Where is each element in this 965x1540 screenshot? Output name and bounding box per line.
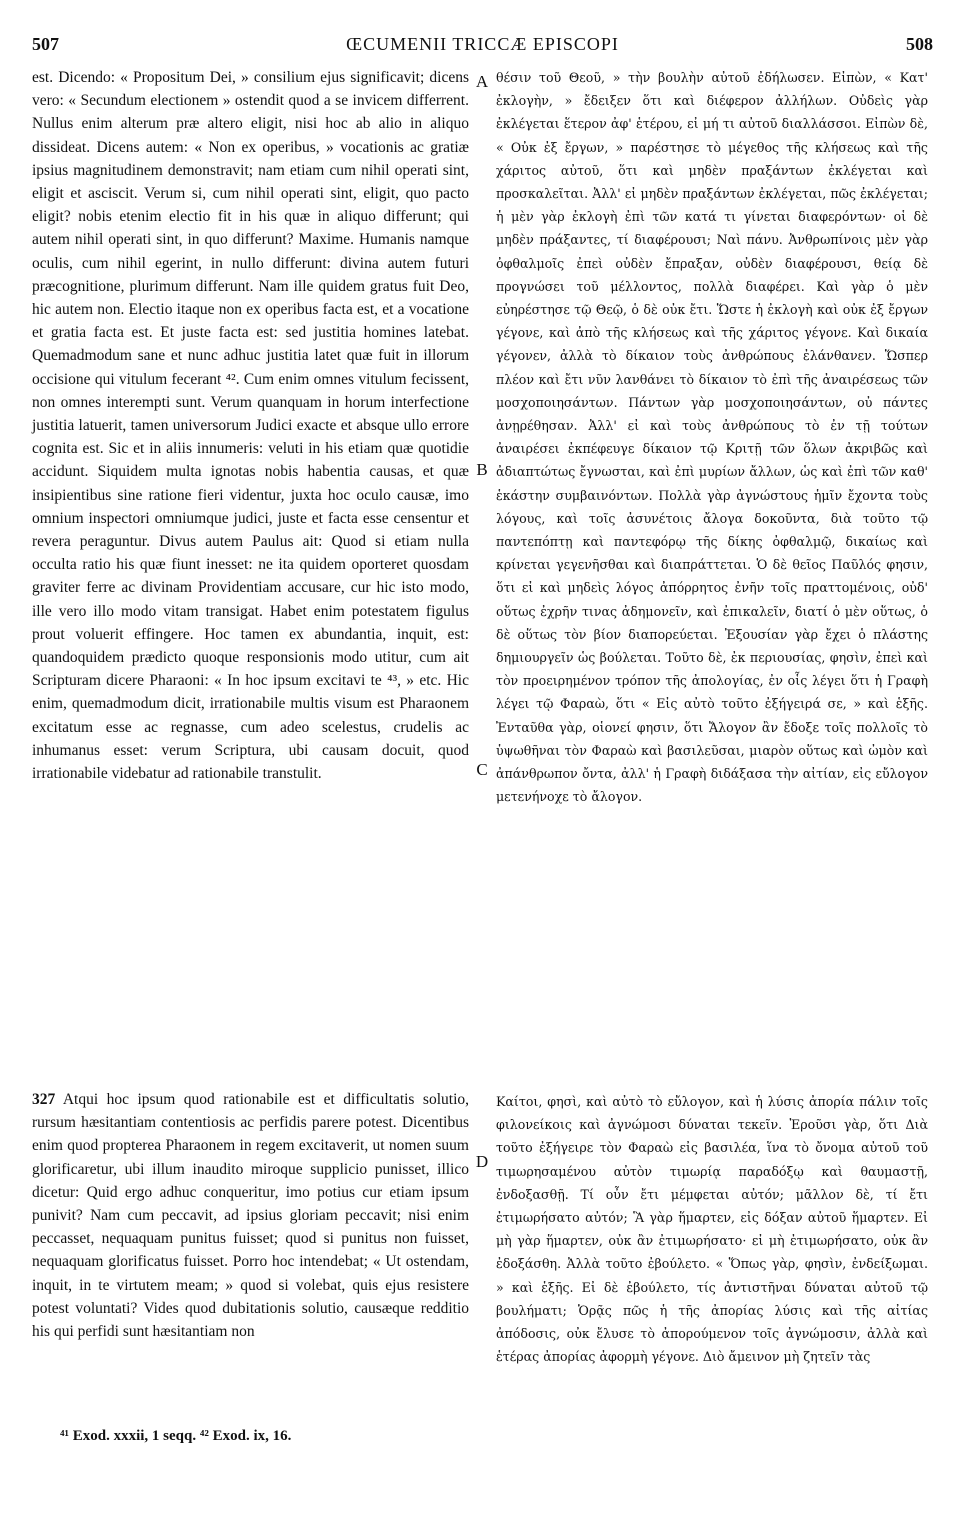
latin-column-bottom: [32, 1088, 469, 1408]
greek-column-bottom: Καίτοι, φησὶ, καὶ αὐτὸ τὸ εὔλογον, καὶ ἡ λύσις ἀπορία πάλιν τοῖς φιλονείκοις καὶ ἀγνώμοσι δύναται τεκεῖν. Ἐροῦσι γὰρ, ὅτι Διὰ τοῦτο ἐξήγειρε τὸν Φαραὼ εἰς βασιλέα, ἵνα τὸ ὄνομα αὐτοῦ τοῦ τιμωρησαμένου αὐτὸν τιμωρίᾳ παραδόξῳ καὶ θαυμαστῇ, ἐνδοξασθῇ. Τί οὖν ἔτι μέμφεται αὐτόν; μᾶλλον δὲ, τί ἔτι ἐτιμωρήσατο αὐτόν; Ἃ γὰρ ἥμαρτεν, εἰς δόξαν αὐτοῦ ἥμαρτεν. Εἰ μὴ γὰρ ἥμαρτεν, οὐκ ἂν ἐτιμωρήσατο· εἰ μὴ ἐτιμωρήσατο, οὐκ ἂν ἐδοξάσθη. Ἀλλὰ τοῦτο ἐβούλετο. « Ὅπως γὰρ, φησὶν, ἐνδείξωμαι. » καὶ ἑξῆς. Εἰ δὲ ἐβούλετο, τίς ἀντιστῆναι δύναται αὐτοῦ τῷ βουλήματι; Ὁρᾷς πῶς ἡ τῆς ἀπορίας λύσις καὶ τῆς αἰτίας ἀπόδοσις, οὐκ ἔλυσε τὸ ἀπορούμενον τοῖς ἀγνώμοσιν, ἀλλὰ καὶ ἑτέρας ἀπορίας ἀφορμὴ γέγονε. Διὸ ἄμεινον μὴ ζητεῖν τὰς: [496, 1094, 928, 1365]
page-number-right: 508: [906, 34, 933, 54]
greek-column-top: θέσιν τοῦ Θεοῦ, » τὴν βουλὴν αὐτοῦ ἐδήλωσεν. Εἰπὼν, « Κατ' ἐκλογὴν, » ἔδειξεν ὅτι καὶ διέφερον ἀλλήλων. Οὐδεὶς γὰρ ἐκλέγεται ἕτερον ἀφ' ἑτέρου, εἰ μή τι αὐτοῦ διαλλάσσοι. Εἰπὼν δὲ, « Οὐκ ἐξ ἔργων, » παρέστησε τὸ μέγεθος τῆς κλήσεως καὶ τῆς χάριτος αὐτοῦ, ὅτι καὶ μηδὲν πραξάντων ἐκλέγεται καὶ προσκαλεῖται. Ἀλλ' εἰ μηδὲν πραξάντων ἐκλέγεται, πῶς ἐκλέγεται; ἡ μὲν γὰρ ἐκλογὴ ἐπὶ τῶν κατά τι γίνεται διαφερόντων· οἱ δὲ μηδὲν πράξαντες, τί διαφέρουσι; Ναὶ πάνυ. Ἀνθρωπίνοις μὲν γὰρ ὀφθαλμοῖς ἐπεὶ οὐδὲν ἔπραξαν, οὐδὲν διαφέρουσι, θείᾳ δὲ προγνώσει τοῦ μέλλοντος, πολλὰ διαφέρει. Καὶ γὰρ ὁ μὲν εὐηρέστησε τῷ Θεῷ, ὁ δὲ οὐκ ἔτι. Ὥστε ἡ ἐκλογὴ καὶ οὐκ ἐξ ἔργων γέγονε, καὶ ἀπὸ τῆς κλήσεως καὶ τῆς χάριτος γέγονε. Καὶ δικαία γέγονεν, ἀλλὰ τὸ δίκαιον τοὺς ἀνθρώπους ἐλάνθανεν. Ὥσπερ πλέον καὶ ἔτι νῦν λανθάνει τὸ δίκαιον τὸ ἐπὶ τῆς ἀναιρέσεως τῶν μοσχοποιησάντων. Πάντων γὰρ μοσχοποιησάντων, οὐ πάντες ἀνῃρέθησαν. Ἀλλ' εἰ καὶ τοὺς ἀνθρώπους τὸ ἐν τῇ τούτων ἀναιρέσει ἐκπέφευγε δίκαιον τῷ Κριτῇ τῶν ὅλων ἀκριβῶς καὶ ἀδιαπτώτως ἔγνωσται, καὶ ἐπὶ μυρίων ἄλλων, ὡς καὶ ἐπὶ τῶν καθ' ἑκάστην συμβαινόντων. Πολλὰ γὰρ ἀγνώστους ἡμῖν ἔχοντα τοὺς λόγους, καὶ τοῖς ἀσυνέτοις ἄλογα δοκοῦντα, διὰ τοῦτο τῷ παντεπόπτῃ καὶ παντεφόρῳ τῆς δίκης ὀφθαλμῷ, δικαίως καὶ κρίνεται γεγενῆσθαι καὶ διαπράττεται. Ὁ δὲ θεῖος Παῦλός φησιν, ὅτι εἰ καὶ μηδεὶς λόγος ἀπόρρητος ἐνῆν τοῖς πραττομένοις, οὐδ' οὕτως ἐχρῆν τινας ἀδημονεῖν, καὶ ἐπικαλεῖν, διατί ὁ μὲν οὕτως, ὁ δὲ οὕτως τὸν βίον διαπορεύεται. Ἐξουσίαν γὰρ ἔχει ὁ πλάστης δημιουργεῖν ὡς βούλεται. Τοῦτο δὲ, ἐκ περιουσίας, φησὶν, ἐπεὶ καὶ τὸν προειρημένον τρόπον τῆς ἀπολογίας, ἐν οἷς λέγει ὅτι ἡ Γραφὴ λέγει τῷ Φαραὼ, ὅτι « Εἰς αὐτὸ τοῦτο ἐξήγειρά σε, » καὶ ἑξῆς. Ἐνταῦθα γὰρ, οἱονεί φησιν, ὅτι Ἄλογον ἂν ἔδοξε τοῖς πολλοῖς τὸ ὑψωθῆναι τὸν Φαραὼ καὶ βασιλεῦσαι, μιαρὸν οὕτως καὶ ὠμὸν καὶ ἀπάνθρωπον ὄντα, ἀλλ' ἡ Γραφὴ διδάξασα τὴν αἰτίαν, εἰς εὔλογον μετενήνοχε τὸ ἄλογον.: [496, 70, 928, 805]
page-number-left: 507: [32, 34, 59, 54]
margin-marker-a: A: [475, 72, 489, 91]
margin-marker-b: B: [476, 460, 488, 479]
footnotes: ⁴¹ Exod. xxxii, 1 seqq. ⁴² Exod. ix, 16.: [60, 1428, 292, 1444]
page-header: [32, 34, 933, 64]
latin-column-top: est. Dicendo: « Propositum Dei, » consilium ejus significavit; dicens vero: « Secundum electionem » ostendit quod a se invicem differrent. Nullus enim alterum præ altero eligit, nisi hoc ab alio in aliquo dissideat. Dicens autem: « Non ex operibus, » vocationis ac gratiæ ipsius magnitudinem demonstravit; nam etiam cum nihil operati sint, eligit et asciscit. Verum si, cum nihil operati sint, eligit, quo pacto eligit? nobis etenim electio fit in his quæ in aliquo differunt; qui autem nihil operati sint, in quo differunt? Maxime. Humanis namque oculis, cum nihil egerint, in nullo differunt: divina autem futuri præcognitione, plurimum differunt. Nam ille quidem gratus fuit Deo, hic autem non. Electio itaque non ex operibus facta est, et a vocatione et gratia facta est. Et juste facta est: sed justitia homines latebat. Quemadmodum sane et nunc adhuc justitia latet quæ fuit in illorum occisione qui vitulum fecerant ⁴². Cum enim omnes vitulum fecissent, non omnes interempti sunt. Verum quanquam in horum interfectione justitia latuerit, tamen universorum Judici exacte et absque ullo errore cognita est. Sic et in aliis innumeris: veluti in his etiam quæ quotidie accidunt. Siquidem multa ignotas nobis habentia causas, et quæ insipientibus sine ratione fieri videntur, juxta hoc oculo causæ, imo omnium inspectori omniumque judici, juste et facta esse censentur et revera peraguntur. Divus autem Paulus ait: Quod si etiam nulla occulta ratio his quæ fiunt inesset: ne ita quidem oporteret quosdam graviter ferre ac divinam Providentiam accusare, cur hic isto modo, ille vero illo modo vitam transigat. Habet enim potestatem figulus prout voluerit effingere. Hoc tamen ex abundantia, inquit, est: quandoquidem prædicto quoque responsionis modo utitur, cum ait Scripturam dicere Pharaoni: « In hoc ipsum excitavi te ⁴³, » etc. Hic enim, quemadmodum dicit, irrationabile multis visum est Pharaonem excitatum esse ac regnasse, cum adeo scelestus, crudelis ac inhumanus esset: verum Scriptura, ubi causam docuit, quod irrationabile videbatur ad rationabile transtulit.: [32, 69, 469, 783]
running-title: ŒCUMENII TRICCÆ EPISCOPI: [346, 34, 619, 54]
margin-marker-d: D: [475, 1152, 489, 1171]
margin-marker-c: C: [476, 760, 488, 779]
section-number: 327: [32, 1091, 56, 1108]
latin-paragraph-327: Atqui hoc ipsum quod rationabile est et difficultatis solutio, rursum hæsitantiam contentiosis ac perfidis parere potest. Dicentibus enim quod propterea Pharaonem in regem excitaverit, ut nomen suum glorificaretur, ubi illum inaudito miroque supplicio punisset, illico dicetur: Quid ergo adhuc conqueritur, imo potius cur etiam ipsum punivit? Nam cum peccavit, ad ipsius gloriam peccavit; nisi enim peccasset, nequaquam punitus fuisset; quod si punitus non fuisset, nequaquam glorificatus fuisset. Porro hoc intendebat; « Ut ostendam, inquit, in te virtutem meam; » quod si volebat, quis ejus resistere potest voluntati? Vides quod dubitationis solutio, causæque redditio his qui perfidi sunt hæsitantiam non: [32, 1091, 469, 1341]
